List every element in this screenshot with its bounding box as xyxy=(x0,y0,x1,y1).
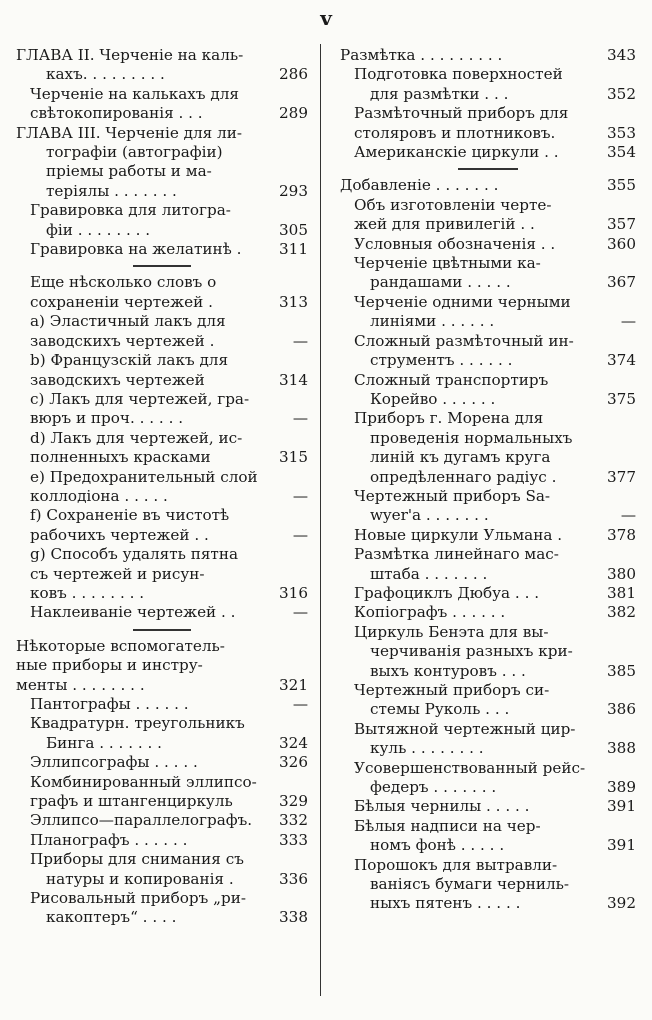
section-separator xyxy=(16,259,308,273)
toc-entry xyxy=(340,273,636,292)
toc-entry-text: Нѣкоторые вспомогатель- xyxy=(16,636,225,655)
toc-entry xyxy=(16,850,308,869)
toc-entry-text: стемы Руколь . . . xyxy=(370,700,510,719)
toc-entry-text: Американскіе циркули . . xyxy=(354,143,559,162)
toc-entry-text: f) Сохраненіе въ чистотѣ xyxy=(30,506,230,525)
toc-entry-text: вюръ и проч. . . . . . xyxy=(30,409,184,428)
toc-entry-text: сохраненіи чертежей . xyxy=(30,292,213,311)
toc-entry xyxy=(16,792,308,811)
toc-entry xyxy=(340,390,636,409)
toc-entry-text: для размѣтки . . . xyxy=(370,84,509,103)
toc-entry-text: заводскихъ чертежей . xyxy=(30,331,215,350)
toc-page-number: 367 xyxy=(607,273,636,292)
toc-entry xyxy=(16,695,308,714)
toc-entry-text: линіями . . . . . . xyxy=(370,312,495,331)
toc-entry xyxy=(16,773,308,792)
toc-entry xyxy=(340,623,636,642)
toc-entry xyxy=(340,856,636,875)
toc-entry xyxy=(16,221,308,240)
toc-entry xyxy=(16,714,308,733)
toc-entry xyxy=(340,65,636,84)
toc-entry xyxy=(340,332,636,351)
toc-entry xyxy=(340,778,636,797)
toc-entry xyxy=(340,429,636,448)
toc-page-number: 329 xyxy=(279,792,308,811)
toc-entry xyxy=(340,254,636,273)
toc-entry xyxy=(16,429,308,448)
toc-page-number: 333 xyxy=(279,830,308,849)
toc-entry-text: Гравировка на желатинѣ . xyxy=(30,240,242,259)
toc-entry xyxy=(340,176,636,195)
toc-entry xyxy=(340,662,636,681)
toc-entry-text: какоптеръ“ . . . . xyxy=(46,908,177,927)
toc-entry xyxy=(16,332,308,351)
toc-entry-text: ныхъ пятенъ . . . . . xyxy=(370,894,521,913)
toc-entry-text: Размѣточный приборъ для xyxy=(354,104,569,123)
toc-entry-text: Эллипсографы . . . . . xyxy=(30,753,198,772)
toc-entry-text: Квадратурн. треугольникъ xyxy=(30,714,245,733)
toc-entry xyxy=(340,371,636,390)
toc-entry-text: Комбинированный эллипсо- xyxy=(30,772,257,791)
toc-page-number: 389 xyxy=(607,778,636,797)
toc-entry xyxy=(16,390,308,409)
toc-entry xyxy=(340,817,636,836)
toc-page-number: 305 xyxy=(279,220,308,239)
toc-entry-text: Размѣтка линейнаго мас- xyxy=(354,545,559,564)
toc-entry xyxy=(340,565,636,584)
toc-entry-text: натуры и копированія . xyxy=(46,869,234,888)
toc-entry xyxy=(340,312,636,331)
toc-entry-text: Графоциклъ Дюбуа . . . xyxy=(354,583,540,602)
toc-entry-text: Бинга . . . . . . . xyxy=(46,733,163,752)
toc-entry xyxy=(16,201,308,220)
toc-page-number: 374 xyxy=(607,351,636,370)
toc-page-number: 353 xyxy=(607,123,636,142)
toc-entry-text: Чертежный приборъ си- xyxy=(354,681,550,699)
toc-entry xyxy=(16,104,308,123)
toc-entry-text: Черченіе одними черными xyxy=(354,292,571,311)
toc-entry-text: Черченіе цвѣтными ка- xyxy=(354,254,541,273)
toc-column-right xyxy=(340,46,636,914)
toc-entry-text: Бѣлыя чернилы . . . . . xyxy=(354,797,530,816)
toc-entry xyxy=(16,734,308,753)
toc-page-number: — xyxy=(620,312,636,331)
toc-entry xyxy=(16,656,308,675)
toc-entry-text: Вытяжной чертежный цир- xyxy=(354,719,576,738)
toc-entry xyxy=(16,487,308,506)
toc-page-number: 321 xyxy=(279,675,308,694)
toc-page-number: — xyxy=(292,525,308,544)
toc-entry xyxy=(16,676,308,695)
toc-entry-text: Бѣлыя надписи на чер- xyxy=(354,816,541,835)
toc-entry xyxy=(340,603,636,622)
toc-page-number: 293 xyxy=(279,181,308,200)
toc-entry-text: wyer'а . . . . . . . xyxy=(370,506,489,525)
toc-entry-text: жей для привилегій . . xyxy=(354,215,535,234)
toc-entry-text: номъ фонѣ . . . . . xyxy=(370,836,505,855)
toc-entry xyxy=(16,753,308,772)
toc-entry xyxy=(340,836,636,855)
toc-entry-text: графъ и штангенциркуль xyxy=(30,792,233,811)
toc-page-number: 391 xyxy=(607,836,636,855)
toc-entry xyxy=(340,545,636,564)
toc-entry xyxy=(340,894,636,913)
toc-page-number: 360 xyxy=(607,234,636,253)
toc-entry-text: заводскихъ чертежей xyxy=(30,370,205,389)
toc-entry-text: Новые циркули Ульмана . xyxy=(354,525,563,544)
toc-column-left xyxy=(16,46,308,928)
toc-entry xyxy=(16,273,308,292)
toc-entry xyxy=(340,235,636,254)
toc-entry xyxy=(16,85,308,104)
toc-entry xyxy=(340,196,636,215)
toc-entry xyxy=(340,468,636,487)
toc-entry xyxy=(340,409,636,428)
toc-entry-text: рандашами . . . . . xyxy=(370,273,511,292)
toc-page-number: 388 xyxy=(607,739,636,758)
toc-page-number: 343 xyxy=(607,46,636,64)
toc-entry-text: пріемы работы и ма- xyxy=(46,162,212,181)
toc-entry xyxy=(340,875,636,894)
toc-entry xyxy=(340,215,636,234)
toc-entry-text: ГЛАВА II. Черченіе на каль- xyxy=(16,46,244,64)
page-folio: v xyxy=(320,6,332,30)
toc-entry-text: менты . . . . . . . . xyxy=(16,675,145,694)
toc-entry-text: полненныхъ красками xyxy=(30,448,211,467)
toc-entry-text: куль . . . . . . . . xyxy=(370,739,484,758)
toc-page-number: 311 xyxy=(279,240,308,259)
toc-entry-text: а) Эластичный лакъ для xyxy=(30,312,226,331)
toc-entry xyxy=(340,700,636,719)
toc-page-number: 386 xyxy=(607,700,636,719)
toc-page-number: — xyxy=(620,506,636,525)
toc-entry-text: коллодіона . . . . . xyxy=(30,486,168,505)
toc-entry xyxy=(340,487,636,506)
toc-entry-text: Гравировка для литогра- xyxy=(30,201,231,220)
toc-page-number: 324 xyxy=(279,733,308,752)
toc-entry-text: Корейво . . . . . . xyxy=(370,389,496,408)
toc-entry-text: Наклеиваніе чертежей . . xyxy=(30,603,236,622)
toc-entry-text: черчиванія разныхъ кри- xyxy=(370,642,573,661)
section-separator xyxy=(340,162,636,176)
toc-page-number: 375 xyxy=(607,389,636,408)
toc-entry xyxy=(340,506,636,525)
toc-entry xyxy=(340,681,636,700)
toc-entry xyxy=(16,526,308,545)
toc-entry-text: Сложный транспортиръ xyxy=(354,370,549,389)
toc-entry-text: ковъ . . . . . . . . xyxy=(30,583,145,602)
toc-entry-text: ГЛАВА III. Черченіе для ли- xyxy=(16,123,242,142)
toc-entry-text: фіи . . . . . . . . xyxy=(46,220,151,239)
toc-entry xyxy=(16,162,308,181)
toc-page-number: — xyxy=(292,695,308,713)
toc-entry xyxy=(16,65,308,84)
toc-entry xyxy=(16,448,308,467)
toc-entry-text: кахъ. . . . . . . . . xyxy=(46,65,165,84)
toc-entry-text: федеръ . . . . . . . xyxy=(370,778,497,797)
toc-entry xyxy=(340,720,636,739)
toc-entry-text: g) Способъ удалять пятна xyxy=(30,545,238,564)
toc-page-number: 381 xyxy=(607,583,636,602)
toc-page-number: 354 xyxy=(607,143,636,162)
toc-page-number: 385 xyxy=(607,661,636,680)
toc-entry xyxy=(340,351,636,370)
toc-entry-text: свѣтокопированія . . . xyxy=(30,104,203,123)
toc-entry-text: Копіографъ . . . . . . xyxy=(354,603,506,622)
toc-page-number: 391 xyxy=(607,797,636,816)
toc-entry-text: столяровъ и плотниковъ. xyxy=(354,123,556,142)
toc-entry-text: рабочихъ чертежей . . xyxy=(30,525,209,544)
toc-entry-text: c) Лакъ для чертежей, гра- xyxy=(30,389,250,408)
toc-page-number: 378 xyxy=(607,525,636,544)
toc-entry xyxy=(340,85,636,104)
toc-entry xyxy=(16,371,308,390)
toc-entry-text: Еще нѣсколько словъ о xyxy=(30,273,217,292)
toc-entry-text: Размѣтка . . . . . . . . . xyxy=(340,46,503,64)
toc-entry-text: теріялы . . . . . . . xyxy=(46,181,177,200)
toc-entry xyxy=(340,739,636,758)
toc-entry xyxy=(16,182,308,201)
toc-entry-text: Условныя обозначенія . . xyxy=(354,234,556,253)
toc-entry-text: опредѣленнаго радіус . xyxy=(370,467,557,486)
toc-page-number: — xyxy=(292,603,308,622)
toc-entry xyxy=(16,565,308,584)
toc-entry xyxy=(16,870,308,889)
toc-entry xyxy=(16,312,308,331)
toc-page-number: — xyxy=(292,409,308,428)
toc-entry-text: ные приборы и инстру- xyxy=(16,656,203,675)
toc-page-number: 352 xyxy=(607,84,636,103)
toc-entry-text: съ чертежей и рисун- xyxy=(30,564,205,583)
toc-page-number: 289 xyxy=(279,104,308,123)
toc-entry-text: Черченіе на калькахъ для xyxy=(30,84,239,103)
toc-page-number: 316 xyxy=(279,583,308,602)
toc-entry xyxy=(340,448,636,467)
toc-entry xyxy=(16,889,308,908)
toc-entry-text: Добавленіе . . . . . . . xyxy=(340,176,499,195)
toc-page-number: 326 xyxy=(279,753,308,772)
toc-entry-text: Эллипсо—параллелографъ. xyxy=(30,811,253,830)
toc-entry-text: Усовершенствованный рейс- xyxy=(354,758,586,777)
toc-entry xyxy=(340,124,636,143)
toc-entry xyxy=(16,124,308,143)
toc-entry-text: струментъ . . . . . . xyxy=(370,351,513,370)
toc-entry xyxy=(16,351,308,370)
toc-entry-text: Пантографы . . . . . . xyxy=(30,695,189,713)
toc-entry-text: Сложный размѣточный ин- xyxy=(354,331,574,350)
toc-entry xyxy=(16,545,308,564)
toc-entry xyxy=(340,797,636,816)
toc-entry xyxy=(16,409,308,428)
toc-page-number: 382 xyxy=(607,603,636,622)
toc-entry xyxy=(16,293,308,312)
toc-entry-text: Циркуль Бенэта для вы- xyxy=(354,622,549,641)
toc-entry xyxy=(16,811,308,830)
toc-entry xyxy=(16,240,308,259)
toc-page-number: 336 xyxy=(279,869,308,888)
toc-entry xyxy=(340,584,636,603)
toc-entry-text: штаба . . . . . . . xyxy=(370,564,488,583)
toc-entry xyxy=(16,46,308,65)
toc-entry-text: d) Лакъ для чертежей, ис- xyxy=(30,428,243,447)
toc-entry-text: ваніясъ бумаги черниль- xyxy=(370,875,570,894)
toc-page-number: — xyxy=(292,486,308,505)
toc-entry xyxy=(16,637,308,656)
toc-entry-text: проведенія нормальныхъ xyxy=(370,428,573,447)
toc-page-number: 355 xyxy=(607,176,636,195)
column-divider xyxy=(320,44,321,996)
toc-page-number: — xyxy=(292,331,308,350)
toc-entry xyxy=(340,759,636,778)
toc-entry-text: Порошокъ для вытравли- xyxy=(354,855,558,874)
toc-entry-text: b) Французскій лакъ для xyxy=(30,351,229,370)
toc-entry-text: e) Предохранительный слой xyxy=(30,467,258,486)
toc-page-number: 392 xyxy=(607,894,636,913)
toc-entry xyxy=(340,46,636,65)
toc-entry-text: выхъ контуровъ . . . xyxy=(370,661,526,680)
toc-entry xyxy=(16,584,308,603)
toc-entry xyxy=(340,526,636,545)
toc-page-number: 313 xyxy=(279,292,308,311)
toc-entry xyxy=(16,908,308,927)
toc-entry xyxy=(340,143,636,162)
toc-page-number: 286 xyxy=(279,65,308,84)
toc-entry xyxy=(16,603,308,622)
toc-page-number: 377 xyxy=(607,467,636,486)
toc-entry xyxy=(16,468,308,487)
toc-entry-text: Планографъ . . . . . . xyxy=(30,830,188,849)
section-separator xyxy=(16,623,308,637)
toc-page-number: 338 xyxy=(279,908,308,927)
toc-page-number: 315 xyxy=(279,448,308,467)
toc-entry xyxy=(16,143,308,162)
toc-page-number: 357 xyxy=(607,215,636,234)
toc-entry-text: Чертежный приборъ Sa- xyxy=(354,486,551,505)
toc-page-number: 314 xyxy=(279,370,308,389)
toc-entry xyxy=(340,104,636,123)
toc-page-number: 380 xyxy=(607,564,636,583)
toc-entry-text: Приборы для снимания съ xyxy=(30,850,244,869)
toc-entry-text: тографіи (автографіи) xyxy=(46,143,223,162)
toc-entry xyxy=(340,642,636,661)
toc-entry-text: Рисовальный приборъ „ри- xyxy=(30,889,246,908)
toc-entry-text: линій къ дугамъ круга xyxy=(370,448,551,467)
toc-entry-text: Объ изготовленіи черте- xyxy=(354,195,552,214)
toc-page-number: 332 xyxy=(279,811,308,830)
toc-entry xyxy=(340,293,636,312)
toc-entry-text: Подготовка поверхностей xyxy=(354,65,563,84)
toc-entry xyxy=(16,831,308,850)
toc-entry-text: Приборъ г. Морена для xyxy=(354,409,544,428)
toc-entry xyxy=(16,506,308,525)
